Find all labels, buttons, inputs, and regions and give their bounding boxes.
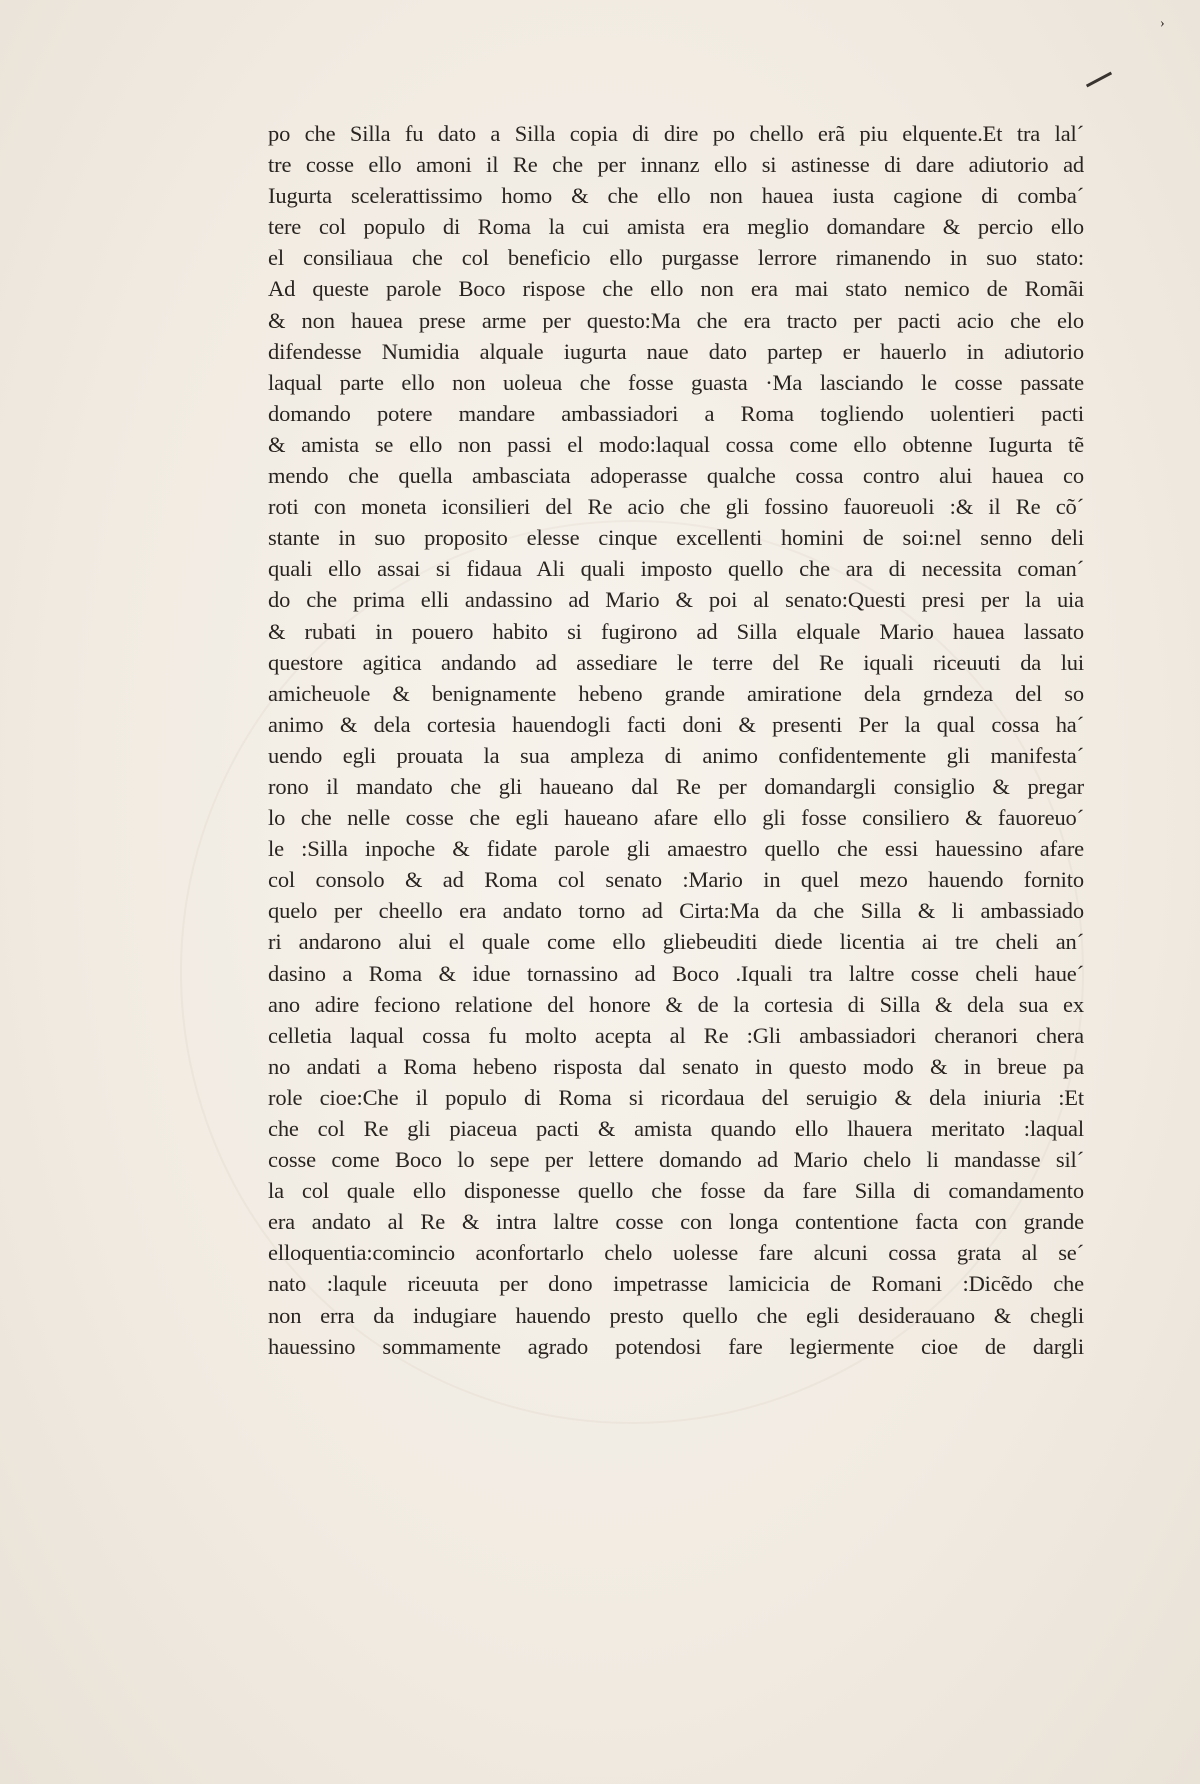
text-line: & non hauea prese arme per questo:Ma che era tracto per pacti acio che elo (268, 307, 1084, 333)
text-line: domando potere mandare ambassiadori a Roma togliendo uolentieri pacti (268, 400, 1084, 426)
ink-stroke (1086, 72, 1112, 88)
text-line: roti con moneta iconsilieri del Re acio che gli fossino fauoreuoli :& il Re cõ´ (268, 494, 1084, 520)
text-line: non erra da indugiare hauendo presto quello che egli desiderauano & chegli (268, 1302, 1084, 1328)
text-line: elloquentia:comincio aconfortarlo chelo uolesse fare alcuni cossa grata al se´ (268, 1240, 1084, 1266)
text-line: quelo per cheello era andato torno ad Cirta:Ma da che Silla & li ambassiado (268, 898, 1084, 924)
text-line: era andato al Re & intra laltre cosse con longa contentione facta con grande (268, 1209, 1084, 1235)
text-line: & amista se ello non passi el modo:laqual cossa come ello obtenne Iugurta tẽ (268, 431, 1084, 457)
text-line: Iugurta scelerattissimo homo & che ello non hauea iusta cagione di comba´ (268, 183, 1084, 209)
text-line: tere col populo di Roma la cui amista era meglio domandare & percio ello (268, 214, 1084, 240)
text-line: col consolo & ad Roma col senato :Mario in quel mezo hauendo fornito (268, 867, 1084, 893)
text-line: lo che nelle cosse che egli haueano afare ello gli fosse consiliero & fauoreuo´ (268, 805, 1084, 831)
text-line: ano adire feciono relatione del honore & de la cortesia di Silla & dela sua ex (268, 991, 1084, 1017)
text-line: amicheuole & benignamente hebeno grande amiratione dela grndeza del so (268, 680, 1084, 706)
text-line: ri andarono alui el quale come ello gliebeuditi diede licentia ai tre cheli an´ (268, 929, 1084, 955)
text-line: po che Silla fu dato a Silla copia di dire po chello erã piu elquente.Et tra lal´ (268, 121, 1084, 146)
text-line: hauessino sommamente agrado potendosi fare legiermente cioe de dargli (268, 1333, 1084, 1359)
text-line: Ad queste parole Boco rispose che ello non era mai stato nemico de Romãi (268, 276, 1084, 302)
text-line: quali ello assai si fidaua Ali quali imposto quello che ara di necessita coman´ (268, 556, 1084, 582)
text-line: le :Silla inpoche & fidate parole gli amaestro quello che essi hauessino afare (268, 836, 1084, 862)
text-line: cosse come Boco lo sepe per lettere domando ad Mario chelo li mandasse sil´ (268, 1147, 1084, 1173)
text-line: che col Re gli piaceua pacti & amista quando ello lhauera meritato :laqual (268, 1116, 1084, 1141)
text-line: celletia laqual cossa fu molto acepta al Re :Gli ambassiadori cheranori chera (268, 1022, 1084, 1048)
text-line: & rubati in pouero habito si fugirono ad Silla elquale Mario hauea lassato (268, 618, 1084, 644)
text-line: animo & dela cortesia hauendogli facti doni & presenti Per la qual cossa ha´ (268, 711, 1084, 737)
text-line: do che prima elli andassino ad Mario & poi al senato:Questi presi per la uia (268, 587, 1084, 613)
text-line: difendesse Numidia alquale iugurta naue dato partep er hauerlo in adiutorio (268, 338, 1084, 364)
text-line: el consiliaua che col beneficio ello purgasse lerrore rimanendo in suo stato: (268, 245, 1084, 271)
text-line: tre cosse ello amoni il Re che per innanz ello si astinesse di dare adiutorio ad (268, 152, 1084, 178)
text-line: rono il mandato che gli haueano dal Re per domandargli consiglio & pregar (268, 773, 1084, 799)
text-line: stante in suo proposito elesse cinque excellenti homini de soi:nel senno deli (268, 525, 1084, 551)
text-line: no andati a Roma hebeno risposta dal senato in questo modo & in breue pa (268, 1053, 1084, 1079)
text-line: nato :laqule riceuuta per dono impetrasse lamicicia de Romani :Dicẽdo che (268, 1271, 1084, 1297)
text-line: questore agitica andando ad assediare le terre del Re iquali riceuuti da lui (268, 649, 1084, 675)
text-line: uendo egli prouata la sua ampleza di animo confidentemente gli manifesta´ (268, 742, 1084, 768)
text-line: laqual parte ello non uoleua che fosse guasta ·Ma lasciando le cosse passate (268, 369, 1084, 395)
text-column (268, 118, 1084, 1362)
text-line: dasino a Roma & idue tornassino ad Boco .Iquali tra laltre cosse cheli haue´ (268, 960, 1084, 986)
corner-mark: › (1160, 16, 1165, 31)
text-line: mendo che quella ambasciata adoperasse qualche cossa contro alui hauea co (268, 463, 1084, 489)
text-line: la col quale ello disponesse quello che fosse da fare Silla di comandamento (268, 1178, 1084, 1204)
text-line: role cioe:Che il populo di Roma si ricordaua del seruigio & dela iniuria :Et (268, 1084, 1084, 1110)
